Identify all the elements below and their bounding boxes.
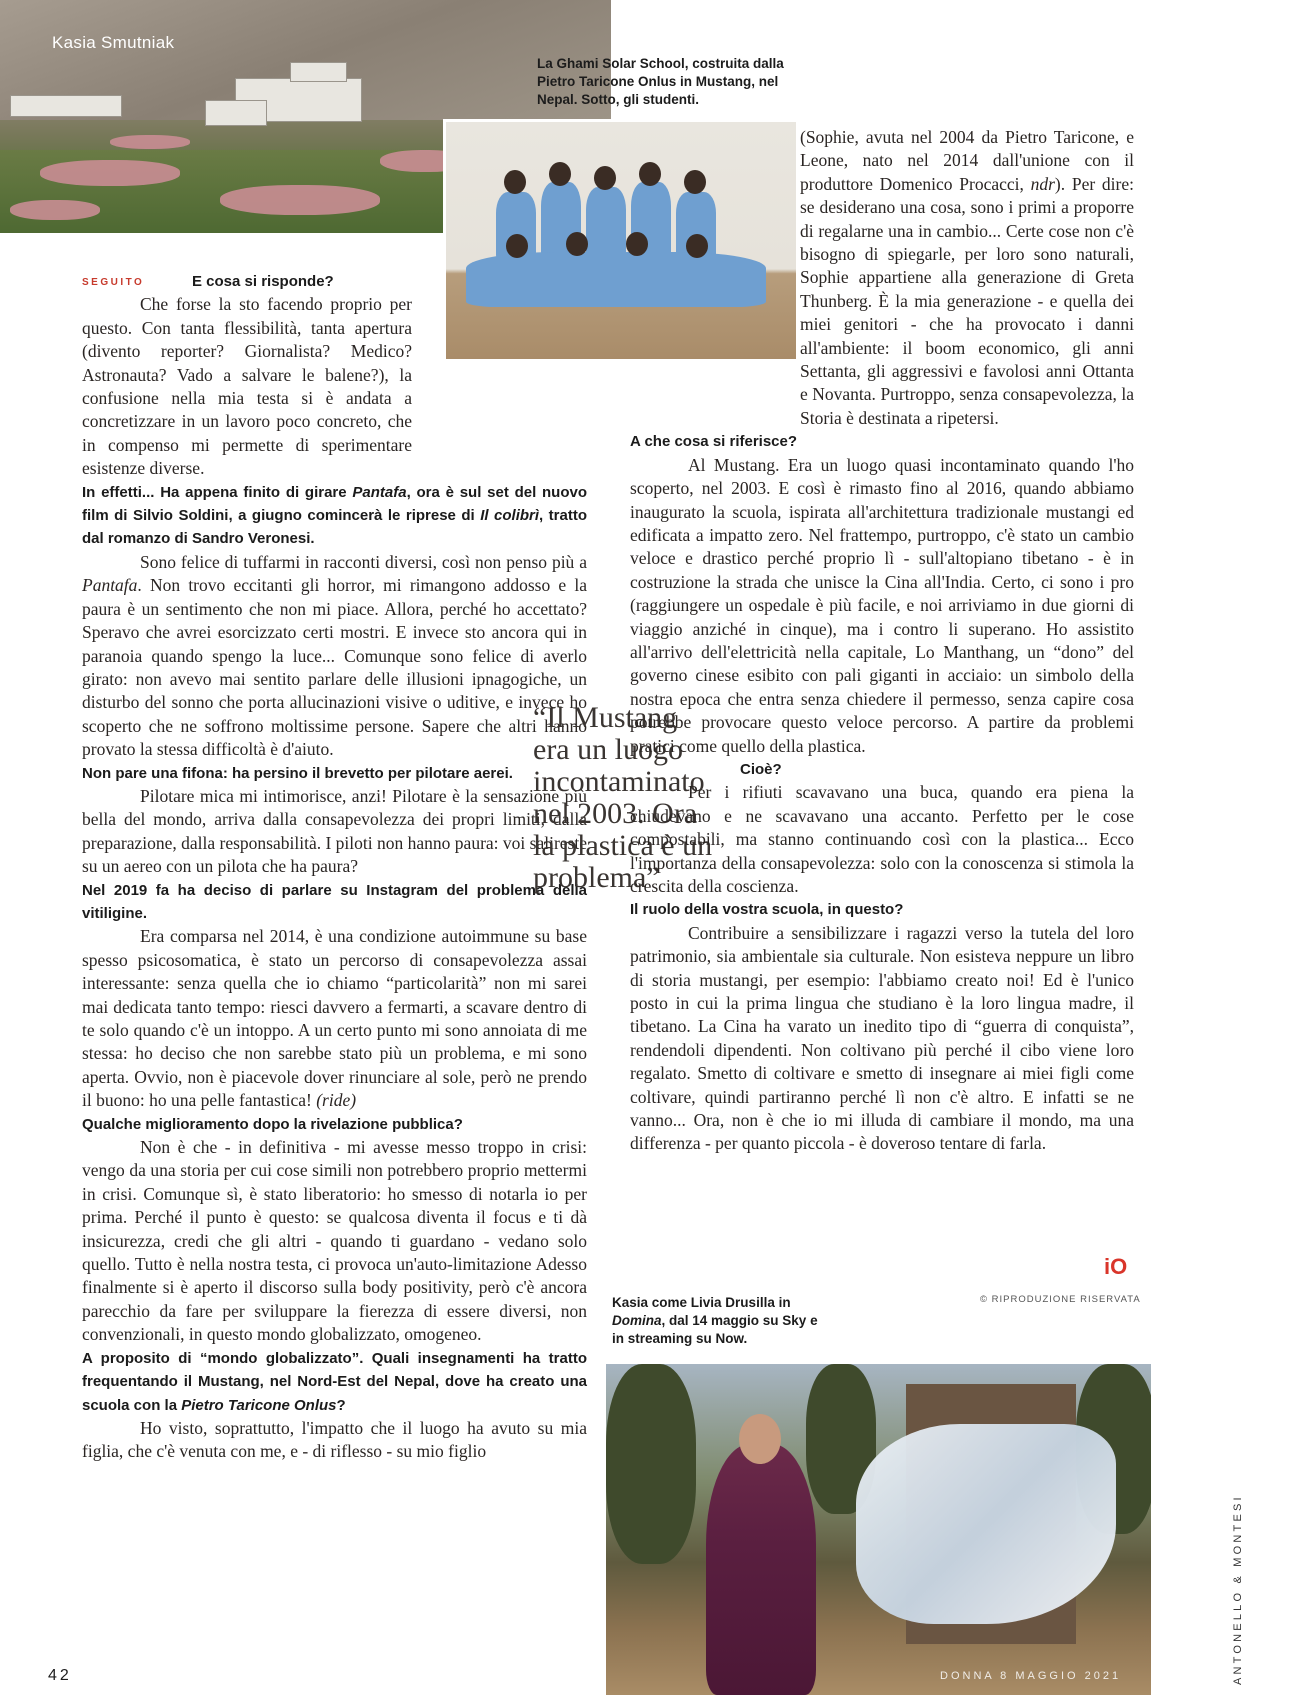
magazine-footer: DONNA 8 MAGGIO 2021 bbox=[940, 1670, 1122, 1682]
domina-photo bbox=[606, 1364, 1151, 1695]
question: Cioè? bbox=[740, 760, 782, 778]
answer: Contribuire a sensibilizzare i ragazzi verso la tutela del loro patrimonio, sia ambientale sia culturale. Non esisteva neppure un libro di storia mustangi, per esempio: l'abbiamo creato noi! Ed è l'unico posto in cui la prima lingua che studiano è la loro lingua madre, il tibetano. La Cina ha varato un inedito tipo di “guerra di conquista”, rendendoli dipendenti. Non coltivano più perché il cibo viene loro regalato. Smetto di coltivare e smetto di insegnare ai miei figli come coltivare, quindi partiranno perché lì non c'è altro. E infatti se ne vanno... Ora, non è che io mi illuda di cambiare il mondo, ma una differenza - per quanto piccola - è doveroso tentare di farla. bbox=[630, 922, 1134, 1154]
answer: Per i rifiuti scavavano una buca, quando era piena la chiudevano e ne scavavano una accanto. Perfetto per le cose compostabili, ma stanno continuando così con la plastica... Ecco l'importanza della consapevolezza: solo con la conoscenza si stimola la crescita della coscienza. bbox=[630, 782, 1134, 896]
answer: Pilotare mica mi intimorisce, anzi! Pilotare è la sensazione più bella del mondo, arriva dalla consapevolezza dei propri limiti, dalla preparazione, dalla responsabilità. I piloti non hanno paura: voi salireste su un aereo con un pilota che ha paura? bbox=[82, 785, 587, 877]
question: Nel 2019 fa ha deciso di parlare su Instagram del problema della vitiligine. bbox=[82, 881, 587, 922]
school-photo-caption: La Ghami Solar School, costruita dalla Pietro Taricone Onlus in Mustang, nel Nepal. Sotto, gli studenti. bbox=[537, 56, 784, 107]
copyright-notice: © RIPRODUZIONE RISERVATA bbox=[980, 1294, 1141, 1305]
continued-label: SEGUITO bbox=[82, 277, 145, 288]
author-tag: Kasia Smutniak bbox=[52, 33, 175, 52]
pull-quote: “Il Mustang era un luogo incontaminato nel 2003. Ora la plastica è un problema” bbox=[533, 701, 713, 894]
answer: Che forse la sto facendo proprio per questo. Con tanta flessibilità, tanta apertura (divento reporter? Giornalista? Medico? Astronauta? Vado a salvare le balene?), la confusione nella mia testa si è andata a concretizzare in un lavoro poco concreto, che in compenso mi permette di sperimentare esistenze diverse. bbox=[82, 294, 412, 479]
photo-credit: ANTONELLO & MONTESI bbox=[1232, 1494, 1244, 1685]
question: Il ruolo della vostra scuola, in questo? bbox=[630, 901, 904, 919]
question: A che cosa si riferisce? bbox=[630, 433, 798, 451]
page-number: 42 bbox=[48, 1667, 72, 1684]
question: E cosa si risponde? bbox=[192, 273, 334, 290]
question: Non pare una fifona: ha persino il brevetto per pilotare aerei. bbox=[82, 764, 513, 782]
answer: Non è che - in definitiva - mi avesse messo troppo in crisi: vengo da una storia per cui cose simili non potrebbero proprio mettermi in crisi. Comunque sì, è stato liberatorio: ho smesso di notarla io per prima. Perché il punto è questo: se qualcosa diventa il focus e ti dà insicurezza, credi che gli altri - quando ti guardano - vedano solo quello. Tutto è nella nostra testa, ci provoca un'auto-limitazione Adesso finalmente si è aperto il discorso sulla body positivity, però c'è ancora parecchio da fare per sviluppare la fierezza di essere diversi, non convenzionali, in questo mondo globalizzato, omogeneo. bbox=[82, 1137, 587, 1345]
domina-photo-caption: Kasia come Livia Drusilla in Domina, dal 14 maggio su Sky e in streaming su Now. bbox=[612, 1295, 818, 1346]
right-column: (Sophie, avuta nel 2004 da Pietro Taricone, e Leone, nato nel 2014 dall'unione con il produttore Domenico Procacci, ndr). Per dire: se desiderano una cosa, sono i primi a proporre di regalarne una in cambio... Certe cose non c'è bisogno di spiegarle, per loro sono naturali, Sophie appartiene alla generazione di Greta Thunberg. È la mia generazione - e quella dei miei genitori - che ha provocato i danni all'ambiente: il boom economico, gli anni Settanta, gli aggressivi e favolosi anni Ottanta e Novanta. Purtroppo, senza consapevolezza, la Storia è destinata a ripetersi. A che cosa si riferisce? Al Mustang. Era un luogo quasi incontaminato quando l'ho scoperto, nel 2003. E così è rimasto fino al 2016, quando abbiamo inaugurato la scuola, ispirata all'architettura tradizionale mustangi ed edificata a impatto zero. Nel frattempo, purtroppo, c'è stato un cambio veloce e drastico perché proprio lì - sull'altopiano tibetano - è in costruzione la strada che unisce la Cina all'India. Certo, ci sono i pro (raggiungere un ospedale è più facile, e noi arriviamo in due giorni di viaggio anziché in cinque), ma i contro li superano. Ho assistito all'arrivo dell'elettricità nella capitale, Lo Manthang, un “dono” del governo cinese esibito con pali giganti in acciaio: un simbolo della nostra epoca che entra senza chiedere il permesso, senza capire cosa potrebbe provocare questo veloce percorso. A partire da problemi pratici come quello della plastica. Cioè? Per i rifiuti scavavano una buca, quando era piena la chiudevano e ne scavavano una accanto. Perfetto per le cose compostabili, ma stanno continuando così con la plastica... Ecco l'importanza della consapevolezza: solo con la conoscenza si stimola la crescita della coscienza. Il ruolo della vostra scuola, in questo? Contribuire a sensibilizzare i ragazzi verso la tutela del loro patrimonio, sia ambientale sia culturale. Non esisteva neppure un libro di storia mustangi, per esempio: l'abbiamo creato noi! Ed è l'unico posto in cui la prima lingua che studiano è la loro lingua madre, il tibetano. La Cina ha varato un inedito tipo di “guerra di conquista”, rendendoli dipendenti. Non coltivano più perché il cibo viene loro regalato. Smetto di coltivare e smetto di insegnare ai miei figli come coltivare, quindi partiranno perché lì non c'è altro. E infatti se ne vanno... Ora, non è che io mi illuda di cambiare il mondo, ma una differenza - per quanto piccola - è doveroso tentare di farla. bbox=[630, 127, 1134, 1154]
question: Qualche miglioramento dopo la rivelazione pubblica? bbox=[82, 1115, 463, 1133]
answer: Al Mustang. Era un luogo quasi incontaminato quando l'ho scoperto, nel 2003. E così è rimasto fino al 2016, quando abbiamo inaugurato la scuola, ispirata all'architettura tradizionale mustangi ed edificata a impatto zero. Nel frattempo, purtroppo, c'è stato un cambio veloce e drastico perché proprio lì - sull'altopiano tibetano - è in costruzione la strada che unisce la Cina all'India. Certo, ci sono i pro (raggiungere un ospedale è più facile, e noi arriviamo in due giorni di viaggio anziché in cinque), ma i contro li superano. Ho assistito all'arrivo dell'elettricità nella capitale, Lo Manthang, un “dono” del governo cinese esibito con pali giganti in acciaio: un simbolo della nostra epoca che entra senza chiedere il permesso, senza capire cosa potrebbe provocare questo veloce percorso. A partire da problemi pratici come quello della plastica. bbox=[630, 454, 1134, 756]
left-column: E cosa si risponde? Che forse la sto facendo proprio per questo. Con tanta flessibilità, tanta apertura (divento reporter? Giornalista? Medico? Astronauta? Vado a salvare le balene?), la confusione nella mia testa si è andata a concretizzare in un lavoro poco concreto, che in compenso mi permette di sperimentare esistenze diverse. In effetti... Ha appena finito di girare Pantafa, ora è sul set del nuovo film di Silvio Soldini, a giugno comincerà le riprese di Il colibrì, tratto dal romanzo di Sandro Veronesi. Sono felice di tuffarmi in racconti diversi, così non penso più a Pantafa. Non trovo eccitanti gli horror, mi rimangono addosso e la paura è un sentimento che non mi piace. Allora, perché ho accettato? Speravo che avrei esorcizzato certi mostri. E invece sto ancora qui in paranoia quando spengo la luce... Comunque sono felice di averlo girato: non avevo mai sentito parlare delle illusioni ipnagogiche, un disturbo del sonno che porta allucinazioni visive o uditive, e invece ho scoperto che ne soffrono moltissime persone. Sapere che altri hanno provato la stessa difficoltà è d'aiuto. Non pare una fifona: ha persino il brevetto per pilotare aerei. Pilotare mica mi intimorisce, anzi! Pilotare è la sensazione più bella del mondo, arriva dalla consapevolezza dei propri limiti, dalla preparazione, dalla responsabilità. I piloti non hanno paura: voi salireste su un aereo con un pilota che ha paura? Nel 2019 fa ha deciso di parlare su Instagram del problema della vitiligine. Era comparsa nel 2014, è una condizione autoimmune su base spesso psicosomatica, è stato un percorso di consapevolezza assai interessante: senza quella che io chiamo “particolarità” non mi sarei mai dedicata tanto tempo: riesci davvero a fermarti, a scavare dentro di te solo quando c'è un intoppo. A un certo punto mi sono annoiata di me stessa: ho deciso che non sarebbe stato più un problema, e mi sono aperta. Ovvio, non è piacevole dover rinunciare al sole, però ne prendo il buono: ho una pelle fantastica! (ride) Qualche miglioramento dopo la rivelazione pubblica? Non è che - in definitiva - mi avesse messo troppo in crisi: vengo da una storia per cui cose simili non potrebbero proprio mettermi in crisi. Comunque sì, è stato liberatorio: ho smesso di notarla io per prima. Perché il punto è questo: se qualcosa diventa il focus e ti dà insicurezza, credi che gli altri - quando ti guardano - vedano solo quello. Tutto è nella nostra testa, ci provoca un'auto-limitazione Adesso finalmente si è aperto il discorso sulla body positivity, però c'è ancora parecchio da fare per sviluppare la fierezza di essere diversi, non convenzionali, in questo mondo globalizzato, omogeneo. A proposito di “mondo globalizzato”. Quali insegnamenti ha tratto frequentando il Mustang, nel Nord-Est del Nepal, dove ha creato una scuola con la Pietro Taricone Onlus? Ho visto, soprattutto, l'impatto che il luogo ha avuto su mia figlia, che c'è venuta con me, e - di riflesso - su mio figlio bbox=[82, 273, 588, 1462]
answer: Ho visto, soprattutto, l'impatto che il luogo ha avuto su mia figlia, che c'è venuta con me, e - di riflesso - su mio figlio bbox=[82, 1417, 587, 1462]
io-logo: iO bbox=[1104, 1254, 1128, 1279]
